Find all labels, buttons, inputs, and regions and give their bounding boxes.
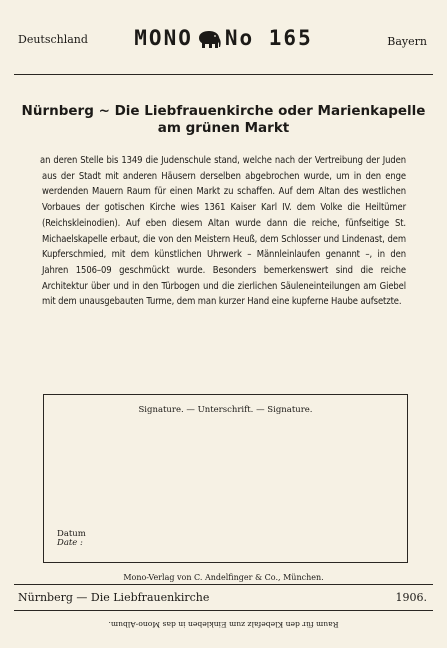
header-country: Deutschland xyxy=(18,33,88,46)
footer-caption: Nürnberg — Die Liebfrauenkirche xyxy=(18,591,210,604)
brand-name: MONO xyxy=(134,26,193,50)
description-text: an deren Stelle bis 1349 die Judenschule stand, welche nach der Vertreibung der Juden aus der Stadt mit anderen Häusern derselben abgebrochen wurde, um in den enge werdenden Mauern Raum für einen Markt zu schaffen. Auf dem Altan des westlichen Vorbaues der gotischen Kirche wies 1361 Kaiser Karl IV. dem Volke die Heiltümer (Reichskleinodien). Auf eben diesem Altan wurde dann die reiche, fünfseitige St. Michaelskapelle erbaut, die von den Meistern Heuß, dem Schlosser und Lindenast, dem Kupferschmied, mit dem künstlichen Uhrwerk – Männleinlaufen genannt –, in den Jahren 1506–09 geschmückt wurde. Besonders bemerkenswert sind die reiche Architektur über und in den Türbogen und die zierlichen Säuleneinteilungen am Giebel mit dem unausgebauten Turme, dem man kurzer Hand eine kupferne Haube aufsetzte. xyxy=(40,155,406,308)
date-label-de: Datum xyxy=(57,529,86,539)
header-divider xyxy=(14,74,433,75)
card-number: No 165 xyxy=(224,26,313,50)
card-title xyxy=(20,103,427,137)
card-title-line-2: am grünen Markt xyxy=(157,120,290,136)
elephant-icon xyxy=(196,29,222,54)
signature-label: Signature. — Unterschrift. — Signature. xyxy=(138,405,313,415)
album-fold-note: Raum für den Klebefalz zum Einkleben in das Mono-Album. xyxy=(108,620,339,629)
footer-year: 1906. xyxy=(395,591,427,604)
fold-line xyxy=(14,610,433,611)
footer-divider xyxy=(14,584,433,585)
publisher-line: Mono-Verlag von C. Andelfinger & Co., München. xyxy=(123,573,324,582)
date-label-en: Date : xyxy=(57,538,83,548)
card-title-line-1: Nürnberg ~ Die Liebfrauenkirche oder Marienkapelle xyxy=(21,103,426,119)
header-region: Bayern xyxy=(387,35,427,48)
signature-box xyxy=(43,394,408,563)
brand-header xyxy=(0,26,447,54)
